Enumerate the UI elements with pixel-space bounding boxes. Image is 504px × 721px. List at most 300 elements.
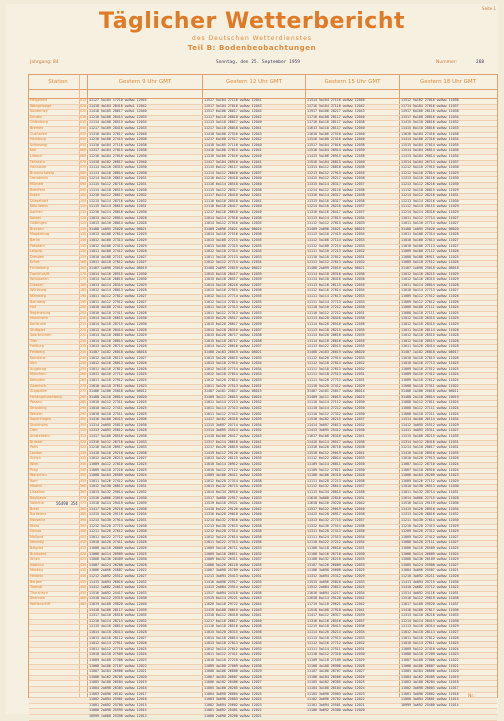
obs-18h: 11011 5w110 27714 ww5ww 11027 <box>401 221 459 226</box>
nummer-value: 268 <box>476 60 485 65</box>
obs-15h: 11110 5w110 27012 ww5ww 12031 <box>307 254 365 259</box>
obs-15h: 11517 5w104 27016 ww5ww 12038 <box>307 142 365 147</box>
station-name: Warschau <box>30 473 47 478</box>
station-name: München <box>30 372 46 377</box>
obs-18h: 11214 5w114 28316 ww5ww 11029 <box>401 210 459 214</box>
obs-18h: 11415 6w110 28016 ww5ww 11033 <box>401 126 459 130</box>
obs-9h: 11014 5w116 28515 ww5ww 12030 <box>89 271 147 276</box>
observation-table <box>28 74 498 718</box>
obs-9h: 11418 5w110 29218 ww5ww 12038 <box>89 450 147 455</box>
obs-12h: 11011 5w110 27113 ww5ww 12033 <box>204 254 262 259</box>
obs-12h: 11212 6w128 27514 ww5ww 12038 <box>204 529 262 534</box>
obs-15h: 11417 6w112 28317 ww5ww 12039 <box>307 613 365 618</box>
obs-12h: 11011 5w114 27313 ww5ww 12032 <box>204 406 262 410</box>
obs-18h: 11314 5w112 28416 ww5ww 11031 <box>401 439 459 444</box>
obs-18h: 11008 5w112 27011 ww5ww 11024 <box>401 400 459 405</box>
obs-12h: 11620 5w110 29722 ww5ww 12044 <box>204 602 262 606</box>
obs-12h: 11413 2w084 23914 ww5ww 12027 <box>204 585 262 590</box>
obs-15h: 11111 5w114 27613 ww5ww 12033 <box>307 294 365 298</box>
station-name: Istanbul <box>30 562 44 567</box>
station-code: 340 <box>80 462 87 466</box>
obs-12h: 11116 6w114 28518 ww5ww 12040 <box>204 182 262 186</box>
station-name: Tromsö <box>30 585 43 590</box>
station-name: Wangerooge <box>30 103 52 108</box>
obs-12h: 11009 4w108 27009 ww5ww 12030 <box>204 663 262 668</box>
obs-15h: 11108 4w106 26310 ww5ww 12028 <box>307 473 365 478</box>
obs-15h: 11917 6w106 28217 ww5ww 12043 <box>307 109 365 114</box>
obs-12h: 11217 6w108 27517 ww5ww 12042 <box>204 137 262 142</box>
obs-15h: 11112 5w116 27712 ww5ww 12032 <box>307 641 365 646</box>
obs-15h: 31409 3w111 26015 ww5ww 10023 <box>307 394 365 399</box>
station-code: 360 <box>80 484 87 489</box>
obs-18h: 11714 5w104 27016 ww5ww 11037 <box>401 103 459 108</box>
obs-18h: 11514 4w100 26114 ww5ww 11034 <box>401 417 459 422</box>
obs-12h: 11004 3w098 26004 ww5ww 12025 <box>204 691 262 696</box>
obs-9h: 11516 3w092 24417 ww5ww 12033 <box>89 590 147 595</box>
obs-9h: 11115 4w116 28614 ww5ww 12030 <box>89 624 147 629</box>
station-code: 445 <box>80 579 87 584</box>
station-name: Leipzig <box>30 249 42 254</box>
obs-9h: 11011 4w108 27412 ww5ww 12028 <box>89 249 147 254</box>
station-name: Ulm <box>30 361 37 366</box>
station-code: 150 <box>80 249 87 254</box>
obs-18h: 11000 3w094 25601 ww5ww 11015 <box>401 697 459 702</box>
obs-15h: 31408 2w099 25019 ww5ww 08021 <box>307 266 365 270</box>
station-name: Köln-Wahn <box>30 204 48 209</box>
obs-15h: 11514 5w104 27116 ww5ww 12040 <box>307 98 365 102</box>
station-name: Nizza <box>30 523 40 528</box>
obs-12h: 11015 6w118 28517 ww5ww 12039 <box>204 277 262 282</box>
station-name: Reykjavik <box>30 495 47 500</box>
table-row <box>29 714 497 721</box>
obs-15h: 11516 4w102 26215 ww5ww 12037 <box>307 417 365 422</box>
station-code: 110 <box>80 204 87 209</box>
obs-18h: 11210 3w092 25211 ww5ww 11026 <box>401 574 459 578</box>
obs-15h: 11415 5w106 26915 ww5ww 12038 <box>307 154 365 158</box>
jahrgang-label: Jahrgang: <box>30 60 52 65</box>
station-name: Giessen <box>30 282 44 287</box>
station-name: Amsterdam <box>30 434 50 438</box>
obs-12h: 11417 5w104 26916 ww5ww 12041 <box>204 159 262 164</box>
obs-9h: 11316 4w104 27116 ww5ww 12038 <box>89 142 147 147</box>
obs-15h: 11106 3w098 25608 ww5ww 12025 <box>307 568 365 573</box>
station-name: Düsseldorf <box>30 198 49 203</box>
obs-9h: 11011 4w118 27912 ww5ww 12025 <box>89 378 147 382</box>
obs-9h: 11516 2w086 23016 ww5ww 12030 <box>89 495 147 500</box>
obs-15h: 11110 5w114 27112 ww5ww 12030 <box>307 400 365 405</box>
station-code: 265 <box>80 378 87 382</box>
station-name: Hannover <box>30 165 47 170</box>
obs-15h: 11105 4w102 26305 ww5ww 12025 <box>307 680 365 685</box>
station-code: 225 <box>80 333 87 338</box>
station-code: 090 <box>80 182 87 186</box>
obs-12h: 31408 2w099 25019 ww5ww 08022 <box>204 266 262 270</box>
station-code: 040 <box>80 126 87 130</box>
station-name: Konstanz <box>30 355 46 360</box>
station-name: Oslo <box>30 428 38 433</box>
obs-15h: 11109 5w110 27109 ww5ww 12029 <box>307 658 365 662</box>
obs-15h: 11214 6w116 28216 ww5ww 12037 <box>307 204 365 209</box>
station-code: 350 <box>80 473 87 478</box>
station-code: 180 <box>80 282 87 287</box>
obs-15h: 11113 5w118 27913 ww5ww 12033 <box>307 635 365 640</box>
obs-18h: 11008 5w118 27311 ww5ww 11022 <box>401 383 459 388</box>
obs-9h: 10999 1w088 25398 ww5ww 12013 <box>89 714 147 718</box>
station-code: 055 <box>80 142 87 147</box>
obs-18h: 11212 5w110 27814 ww5ww 11029 <box>401 170 459 175</box>
obs-12h: 11116 6w116 28417 ww5ww 12040 <box>204 204 262 209</box>
obs-12h: 11013 6w132 28715 ww5ww 12039 <box>204 484 262 489</box>
obs-12h: 11011 5w114 27213 ww5ww 12032 <box>204 400 262 405</box>
obs-12h: 11115 6w112 28117 ww5ww 12038 <box>204 165 262 170</box>
station-code: 440 <box>80 574 87 578</box>
station-code: 410 <box>80 540 87 545</box>
obs-18h: 11917 6w106 28116 ww5ww 11038 <box>401 109 459 114</box>
obs-15h: 11110 5w112 27312 ww5ww 12030 <box>307 411 365 416</box>
station-code: 300 <box>80 417 87 422</box>
obs-9h: 11115 5w114 28615 ww5ww 12031 <box>89 204 147 209</box>
obs-12h: 11117 6w114 28418 ww5ww 12041 <box>204 193 262 198</box>
obs-9h: 11012 4w118 28113 ww5ww 12027 <box>89 355 147 360</box>
obs-15h: 11111 5w112 27613 ww5ww 12032 <box>307 260 365 265</box>
obs-15h: 11112 5w108 27114 ww5ww 12033 <box>307 238 365 242</box>
station-name: Bremen <box>30 126 44 130</box>
obs-9h: 11316 5w112 28716 ww5ww 12033 <box>89 439 147 444</box>
obs-12h: 11015 6w120 28517 ww5ww 12039 <box>204 316 262 321</box>
obs-12h: 11000 2w090 25200 ww5ww 12021 <box>204 714 262 718</box>
station-name: Valentia <box>30 501 44 506</box>
obs-15h: 11613 5w110 28117 ww5ww 12040 <box>307 126 365 130</box>
obs-9h: 11013 4w116 28414 ww5ww 12028 <box>89 327 147 332</box>
station-name: Fichtelberg <box>30 266 49 270</box>
obs-9h: 11009 4w112 27010 ww5ww 12025 <box>89 462 147 466</box>
station-name: Marseille <box>30 518 46 522</box>
obs-9h: 11009 4w110 27210 ww5ww 12025 <box>89 467 147 472</box>
obs-12h: 11418 6w122 29120 ww5ww 12042 <box>204 506 262 511</box>
obs-18h: 11517 6w108 28016 ww5ww 11034 <box>401 114 459 119</box>
obs-15h: 11108 6w132 26210 ww5ww 12035 <box>307 557 365 562</box>
obs-15h: 11106 4w104 26506 ww5ww 12026 <box>307 674 365 679</box>
obs-12h: 11418 6w108 28417 ww5ww 12043 <box>204 434 262 438</box>
obs-12h: 11418 5w106 27516 ww5ww 12043 <box>204 131 262 136</box>
obs-12h: 11015 6w118 28417 ww5ww 12039 <box>204 271 262 276</box>
obs-12h: 11009 5w118 26711 ww5ww 12033 <box>204 546 262 550</box>
obs-9h: 11010 4w110 27411 ww5ww 12026 <box>89 310 147 315</box>
obs-9h: 11214 5w110 28615 ww5ww 12031 <box>89 176 147 181</box>
station-code: 160 <box>80 260 87 265</box>
obs-9h: 11316 4w104 27617 ww5ww 12040 <box>89 131 147 136</box>
obs-15h: 11518 6w108 27918 ww5ww 12041 <box>307 607 365 612</box>
obs-12h: 11010 5w112 27112 ww5ww 12032 <box>204 467 262 472</box>
obs-9h: 11012 4w106 27313 ww5ww 12029 <box>89 238 147 242</box>
obs-12h: 11012 5w124 27614 ww5ww 12036 <box>204 534 262 539</box>
station-name: Hohenpeissenberg <box>30 394 62 399</box>
station-name: Nürnberg <box>30 294 46 298</box>
obs-9h: 11013 4w112 28014 ww5ww 12028 <box>89 215 147 220</box>
obs-15h: 11107 5w126 26009 ww5ww 12033 <box>307 562 365 567</box>
station-code: 455 <box>80 590 87 595</box>
obs-12h: 11005 3w100 26205 ww5ww 12026 <box>204 686 262 690</box>
obs-15h: 11102 3w096 25702 ww5ww 12022 <box>307 697 365 702</box>
station-name: Shannon <box>30 596 45 601</box>
obs-9h: 11010 4w108 27211 ww5ww 12027 <box>89 254 147 259</box>
obs-18h: 11006 5w114 26609 ww5ww 11024 <box>401 551 459 556</box>
obs-12h: 11417 4w102 26316 ww5ww 12039 <box>204 417 262 422</box>
obs-9h: 11313 2w093 25612 ww5ww 12028 <box>89 428 147 433</box>
station-code: 030 <box>80 114 87 119</box>
station-code: 330 <box>80 450 87 455</box>
obs-9h: 11012 4w116 28013 ww5ww 12026 <box>89 361 147 366</box>
obs-12h: 11519 6w114 29221 ww5ww 12043 <box>204 596 262 601</box>
station-name: Lübeck <box>30 154 43 158</box>
obs-18h: 11008 5w108 26911 ww5ww 11025 <box>401 254 459 259</box>
obs-12h: 11011 5w120 27513 ww5ww 12031 <box>204 383 262 388</box>
obs-12h: 11012 5w114 27814 ww5ww 12035 <box>204 299 262 304</box>
obs-9h: 11317 4w104 27015 ww5ww 12038 <box>89 148 147 153</box>
obs-15h: 11112 5w108 27214 ww5ww 12033 <box>307 243 365 248</box>
obs-15h: 11312 6w130 27514 ww5ww 12036 <box>307 523 365 528</box>
obs-15h: 11114 6w118 28616 ww5ww 12035 <box>307 338 365 343</box>
obs-15h: 31407 2w101 25017 ww5ww 06014 <box>307 389 365 394</box>
obs-12h: 11517 5w104 27116 ww5ww 12041 <box>204 98 262 102</box>
obs-12h: 11316 5w106 27016 ww5ww 12040 <box>204 154 262 158</box>
obs-12h: 31409 2w096 25021 ww5ww 08024 <box>204 226 262 231</box>
obs-12h: 11013 5w108 27315 ww5ww 12035 <box>204 243 262 248</box>
obs-9h: 11213 5w130 27914 ww5ww 12031 <box>89 518 147 522</box>
obs-15h: 11111 6w124 27513 ww5ww 12034 <box>307 534 365 539</box>
obs-9h: 11417 5w106 28516 ww5ww 12038 <box>89 434 147 438</box>
obs-18h: 11011 5w116 28114 ww5ww 11028 <box>401 327 459 332</box>
obs-15h: 11114 6w120 28214 ww5ww 12034 <box>307 630 365 634</box>
obs-9h: 11518 5w112 29319 ww5ww 12038 <box>89 596 147 601</box>
station-code: 210 <box>80 316 87 321</box>
obs-18h: 11004 4w102 26405 ww5ww 11019 <box>401 674 459 679</box>
obs-9h: 31407 1w102 26018 ww5ww 08018 <box>89 350 147 354</box>
station-name: Freiburg <box>30 344 44 349</box>
obs-12h: 11014 5w118 28316 ww5ww 12037 <box>204 327 262 332</box>
footer-number: Nr.: <box>468 694 476 699</box>
obs-18h: 11512 5w102 27016 ww5ww 11038 <box>401 98 459 102</box>
obs-15h: 11618 6w116 29220 ww5ww 12042 <box>307 501 365 506</box>
obs-18h: 11005 4w104 26606 ww5ww 11020 <box>401 669 459 674</box>
obs-12h: 31409 3w111 26015 ww5ww 10024 <box>204 394 262 399</box>
obs-15h: 11108 5w118 26610 ww5ww 12031 <box>307 546 365 550</box>
station-name: Helsinki <box>30 574 44 578</box>
obs-15h: 11114 6w120 28416 ww5ww 12036 <box>307 316 365 321</box>
obs-18h: 11002 3w098 26003 ww5ww 11017 <box>401 686 459 690</box>
obs-12h: 11519 6w116 29321 ww5ww 12044 <box>204 501 262 506</box>
station-code: 125 <box>80 221 87 226</box>
report-subtitle: des Deutschen Wetterdienstes <box>192 35 312 42</box>
obs-12h: 11012 5w118 27714 ww5ww 12034 <box>204 366 262 371</box>
station-code: 045 <box>80 131 87 136</box>
station-code: 285 <box>80 400 87 405</box>
obs-18h: 11010 5w130 28513 ww5ww 11030 <box>401 484 459 489</box>
obs-12h: 11113 5w110 28017 ww5ww 12040 <box>204 120 262 125</box>
obs-12h: 11012 5w112 27714 ww5ww 12034 <box>204 260 262 265</box>
station-name: Münster <box>30 182 44 186</box>
obs-9h: 11211 5w126 27612 ww5ww 12030 <box>89 529 147 534</box>
obs-9h: 11010 4w118 27611 ww5ww 12023 <box>89 383 147 388</box>
station-name: Rom <box>30 478 38 483</box>
station-name: Osnabrück <box>30 176 49 181</box>
obs-12h: 11014 5w114 27916 ww5ww 12036 <box>204 215 262 220</box>
obs-9h: 11217 5w109 28416 ww5ww 12033 <box>89 126 147 130</box>
obs-9h: 11518 5w114 29419 ww5ww 12039 <box>89 501 147 506</box>
obs-18h: 11009 5w112 27512 ww5ww 11026 <box>401 294 459 298</box>
obs-9h: 11418 4w102 26817 ww5ww 12040 <box>89 159 147 164</box>
obs-18h: 11008 5w110 27211 ww5ww 11024 <box>401 411 459 416</box>
obs-12h: 11003 3w096 25803 ww5ww 12024 <box>204 697 262 702</box>
station-name: Göttingen <box>30 221 47 226</box>
obs-18h: 11012 5w118 28515 ww5ww 11028 <box>401 333 459 338</box>
station-name: Mailand <box>30 534 44 539</box>
obs-15h: 11100 3w092 25300 ww5ww 12020 <box>307 708 365 713</box>
obs-12h: 11517 6w106 28017 ww5ww 12044 <box>204 109 262 114</box>
station-code: 415 <box>80 546 87 550</box>
obs-9h: 11013 4w110 28014 ww5ww 12028 <box>89 221 147 226</box>
station-code: 425 <box>80 557 87 562</box>
obs-9h: 11216 4w104 27016 ww5ww 12036 <box>89 154 147 158</box>
obs-12h: 11010 5w110 27210 ww5ww 12031 <box>204 658 262 662</box>
obs-18h: 11213 5w114 28216 ww5ww 11030 <box>401 198 459 203</box>
obs-15h: 11113 5w110 27415 ww5ww 12034 <box>307 232 365 237</box>
obs-18h: 11003 4w100 26204 ww5ww 11018 <box>401 680 459 685</box>
col-g1: Gestern 9 Uhr GMT <box>88 75 203 89</box>
obs-18h: 11516 5w112 29019 ww5ww 11036 <box>401 596 459 601</box>
station-code: 020 <box>80 103 87 108</box>
station-name: Wetterschiff <box>30 602 51 606</box>
obs-18h: 11415 5w110 28016 ww5ww 11032 <box>401 120 459 125</box>
obs-12h: 11217 6w116 28617 ww5ww 12040 <box>204 618 262 623</box>
obs-9h: 11014 5w118 28615 ww5ww 12030 <box>89 316 147 321</box>
obs-9h: 11010 4w112 27311 ww5ww 12025 <box>89 400 147 405</box>
obs-15h: 11103 3w098 25903 ww5ww 12023 <box>307 691 365 696</box>
obs-15h: 11516 5w104 26815 ww5ww 12040 <box>307 159 365 164</box>
station-name: Mannheim <box>30 316 48 321</box>
obs-15h: 11110 5w114 27212 ww5ww 12030 <box>307 406 365 410</box>
obs-9h: 11003 2w096 26102 ww5ww 12017 <box>89 691 147 696</box>
obs-18h: 11009 5w112 27612 ww5ww 11026 <box>401 299 459 304</box>
obs-12h: 11009 5w116 26811 ww5ww 12032 <box>204 551 262 556</box>
report-title: Täglicher Wetterbericht <box>98 9 406 34</box>
obs-9h: 11012 4w114 28013 ww5ww 12028 <box>89 288 147 293</box>
obs-9h: 11004 2w098 26303 ww5ww 12018 <box>89 686 147 690</box>
obs-9h: 11002 2w094 25901 ww5ww 12016 <box>89 697 147 702</box>
obs-9h: 11012 4w114 27911 ww5ww 12026 <box>89 641 147 646</box>
obs-12h: 11316 6w128 29018 ww5ww 12040 <box>204 512 262 517</box>
obs-9h: 11008 5w130 26409 ww5ww 12030 <box>89 557 147 562</box>
obs-9h: 11415 3w094 26016 ww5ww 12032 <box>89 579 147 584</box>
obs-12h: 11418 5w105 27116 ww5ww 12040 <box>204 142 262 147</box>
obs-12h: 11015 6w120 28617 ww5ww 12039 <box>204 322 262 326</box>
obs-18h: 11616 5w104 27416 ww5ww 11038 <box>401 131 459 136</box>
obs-15h: 11114 6w120 28616 ww5ww 12035 <box>307 333 365 338</box>
station-name: Brest <box>30 506 39 511</box>
station-code: 420 <box>80 551 87 556</box>
obs-12h: 11013 5w118 27915 ww5ww 12034 <box>204 361 262 366</box>
obs-18h: 11011 5w108 27314 ww5ww 11028 <box>401 232 459 237</box>
station-code: 315 <box>80 434 87 438</box>
station-name: Stockholm <box>30 422 48 427</box>
obs-9h: 11619 4w108 29820 ww5ww 12040 <box>89 602 147 606</box>
obs-15h: 11316 6w120 28718 ww5ww 12038 <box>307 445 365 450</box>
station-code: 405 <box>80 534 87 539</box>
station-name: Aachen <box>30 210 43 214</box>
obs-18h: 11006 4w104 26209 ww5ww 11023 <box>401 473 459 478</box>
obs-18h: 10999 3w092 25400 ww5ww 11014 <box>401 702 459 707</box>
obs-12h: 11002 3w094 25602 ww5ww 12023 <box>204 702 262 707</box>
obs-9h: 11212 2w092 25512 ww5ww 12027 <box>89 574 147 578</box>
station-name: Brüssel <box>30 439 43 444</box>
station-code: 295 <box>80 411 87 416</box>
obs-18h: 11008 5w110 27209 ww5ww 11023 <box>401 652 459 657</box>
station-code: 035 <box>80 120 87 125</box>
obs-9h: 11010 4w120 27411 ww5ww 12028 <box>89 540 147 545</box>
obs-9h: 11012 5w130 28813 ww5ww 12031 <box>89 484 147 489</box>
obs-15h: 11108 4w108 26908 ww5ww 12028 <box>307 663 365 668</box>
obs-12h: 11012 5w110 27314 ww5ww 12034 <box>204 249 262 254</box>
obs-9h: 11416 3w100 26415 ww5ww 12036 <box>89 417 147 422</box>
station-name: Erfurt <box>30 260 40 265</box>
station-code: 460 <box>80 596 87 601</box>
obs-9h: 11014 4w118 28413 ww5ww 12028 <box>89 630 147 634</box>
obs-15h: 11315 6w116 28317 ww5ww 12038 <box>307 198 365 203</box>
station-code: 195 <box>80 299 87 304</box>
station-name: Athen <box>30 557 40 562</box>
station-code: 155 <box>80 254 87 259</box>
obs-15h: 11716 5w104 27116 ww5ww 12042 <box>307 103 365 108</box>
obs-18h: 11009 5w116 27412 ww5ww 11024 <box>401 372 459 377</box>
station-code: 175 <box>80 277 87 282</box>
obs-9h: 11013 4w120 28714 ww5ww 12028 <box>89 344 147 349</box>
station-code: 275 <box>80 389 87 394</box>
obs-15h: 11719 5w110 29621 ww5ww 12042 <box>307 602 365 606</box>
obs-12h: 11217 6w116 28618 ww5ww 12040 <box>204 210 262 214</box>
obs-9h: 31406 1w100 25016 ww5ww 06012 <box>89 389 147 394</box>
obs-18h: 11516 5w114 29119 ww5ww 11036 <box>401 501 459 506</box>
obs-18h: 11007 5w110 26910 ww5ww 11024 <box>401 467 459 472</box>
obs-18h: 11009 5w118 27612 ww5ww 11024 <box>401 378 459 382</box>
obs-9h: 11013 4w116 28112 ww5ww 12027 <box>89 635 147 640</box>
obs-9h: 11013 4w114 28314 ww5ww 12029 <box>89 282 147 287</box>
obs-18h: 11006 5w116 26509 ww5ww 11025 <box>401 546 459 550</box>
obs-9h: 11216 5w112 28617 ww5ww 12032 <box>89 193 147 198</box>
station-code: 205 <box>80 310 87 315</box>
obs-12h: 11117 6w110 28018 ww5ww 12042 <box>204 114 262 119</box>
obs-18h: 11011 5w112 27714 ww5ww 11027 <box>401 215 459 220</box>
report-page <box>6 4 498 718</box>
obs-15h: 11114 6w120 28516 ww5ww 12036 <box>307 322 365 326</box>
obs-12h: 11517 3w088 22917 ww5ww 12033 <box>204 495 262 500</box>
obs-15h: 11113 6w118 28215 ww5ww 12035 <box>307 327 365 332</box>
station-name: Frankfurt/M <box>30 271 50 276</box>
obs-15h: 11111 5w120 27713 ww5ww 12031 <box>307 378 365 382</box>
obs-15h: 11316 6w114 28317 ww5ww 12038 <box>307 193 365 198</box>
obs-12h: 11012 5w114 27714 ww5ww 12035 <box>204 294 262 298</box>
obs-15h: 11112 6w122 28014 ww5ww 12033 <box>307 456 365 461</box>
station-name: Wien <box>30 462 39 466</box>
obs-18h: 11012 5w116 28515 ww5ww 11028 <box>401 338 459 343</box>
station-name: Bamberg <box>30 299 46 304</box>
obs-9h: 31408 2w110 26014 ww5ww 10020 <box>89 394 147 399</box>
obs-12h: 11217 6w120 28819 ww5ww 12041 <box>204 445 262 450</box>
obs-18h: 11211 5w130 27614 ww5ww 11030 <box>401 518 459 522</box>
obs-9h: 11412 1w082 24013 ww5ww 12024 <box>89 585 147 590</box>
obs-18h: 31406 1w100 25016 ww5ww 06011 <box>401 389 459 394</box>
obs-12h: 11014 5w110 27516 ww5ww 12036 <box>204 232 262 237</box>
station-code: 105 <box>80 198 87 203</box>
